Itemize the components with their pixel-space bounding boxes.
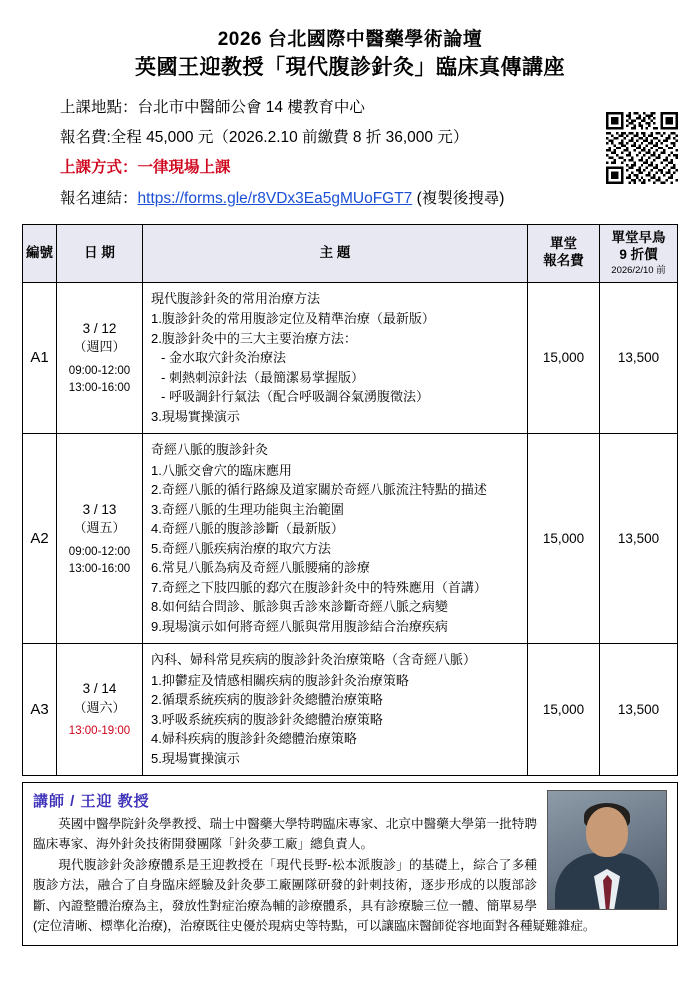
table-header-row [23, 224, 678, 282]
row-date [57, 644, 143, 776]
signup-line [60, 184, 678, 214]
topic-line: 3.奇經八脈的生理功能與主治範圍 [151, 501, 344, 517]
topic-line: 4.婦科疾病的腹診針灸總體治療策略 [151, 731, 357, 747]
topic-heading: 內科、婦科常見疾病的腹診針灸治療策略（含奇經八脈） [151, 652, 477, 668]
topic-line: 5.奇經八脈疾病治療的取穴方法 [151, 540, 331, 556]
signup-label: 報名連結： [60, 189, 138, 207]
row-number: A1 [23, 282, 57, 434]
header-topic: 主 題 [143, 224, 528, 282]
topic-line: - 金水取穴針灸治療法 [161, 350, 286, 366]
header-fee [528, 224, 600, 282]
teacher-photo [547, 790, 667, 910]
mode-line: 上課方式：一律現場上課 [60, 159, 231, 177]
fee-line: 報名費:全程 45,000 元（2026.2.10 前繳費 8 折 36,000 元） [60, 129, 469, 147]
row-topic [143, 282, 528, 434]
topic-line: 2.奇經八脈的循行路線及道家關於奇經八脈流注特點的描述 [151, 482, 487, 498]
date-time-2: 13:00-16:00 [68, 382, 131, 394]
header-early [600, 224, 678, 282]
teacher-paragraph: 英國中醫學院針灸學教授、瑞士中醫藥大學特聘臨床專家、北京中醫藥大學第一批特聘臨床專家、海外針灸技術開發團隊「針灸夢工廠」總負責人。 [33, 817, 537, 852]
row-number: A2 [23, 434, 57, 644]
date-time-1: 09:00-12:00 [68, 365, 131, 378]
page-title-line1: 2026 台北國際中醫藥學術論壇 [217, 29, 483, 50]
date-time-1: 13:00-19:00 [68, 725, 131, 738]
schedule-rows [23, 282, 678, 776]
signup-link[interactable]: https://forms.gle/r8VDx3Ea5gMUoFGT7 [137, 189, 413, 207]
header-date: 日 期 [57, 224, 143, 282]
date-main: 3 / 14 [82, 681, 117, 696]
row-topic [143, 644, 528, 776]
row-early-fee: 13,500 [600, 434, 678, 644]
table-row [23, 282, 678, 434]
topic-line: 2.腹診針灸中的三大主要治療方法： [151, 330, 357, 346]
topic-line: 1.腹診針灸的常用腹診定位及精準治療（最新版） [151, 311, 435, 327]
topic-line: 3.現場實操演示 [151, 408, 240, 424]
row-early-fee: 13,500 [600, 282, 678, 434]
row-fee: 15,000 [528, 644, 600, 776]
table-row [23, 434, 678, 644]
topic-line: - 呼吸調針行氣法（配合呼吸調谷氣湧腹徵法） [161, 389, 429, 405]
topic-line: 9.現場演示如何將奇經八脈與常用腹診結合治療疾病 [151, 618, 448, 634]
topic-line: 7.奇經之下肢四脈的郄穴在腹診針灸中的特殊應用（首講） [151, 579, 487, 595]
topic-line: 1.八脈交會穴的臨床應用 [151, 462, 292, 478]
header-fee-line1: 單堂 [550, 236, 577, 252]
header-early-line2: 9 折價 [619, 246, 658, 262]
qr-code-icon[interactable] [606, 112, 678, 184]
topic-line: 3.呼吸系統疾病的腹診針灸總體治療策略 [151, 711, 383, 727]
header-fee-line2: 報名費 [543, 253, 584, 269]
header-early-note: 2026/2/10 前 [611, 264, 666, 276]
topic-line: 2.循環系統疾病的腹診針灸總體治療策略 [151, 692, 383, 708]
row-early-fee: 13,500 [600, 644, 678, 776]
date-main: 3 / 12 [82, 320, 117, 336]
date-weekday: （週六） [73, 699, 126, 715]
row-fee: 15,000 [528, 434, 600, 644]
topic-line: 6.常見八脈為病及奇經八脈腰痛的診療 [151, 560, 370, 576]
header-early-line1: 單堂早鳥 [611, 229, 666, 245]
topic-line: - 刺熱刺涼針法（最簡潔易掌握版） [161, 369, 364, 385]
date-weekday: （週五） [73, 520, 126, 536]
topic-line: 1.抑鬱症及情感相關疾病的腹診針灸治療策略 [151, 672, 409, 688]
topic-heading: 奇經八脈的腹診針灸 [151, 442, 269, 458]
schedule-table [22, 224, 678, 776]
teacher-paragraph: 現代腹診針灸診療體系是王迎教授在「現代長野-松本派腹診」的基礎上，綜合了多種腹診方法，融合了自身臨床經驗及針灸夢工廠團隊研發的針刺技術，逐步形成的以腹部診斷、內證整體治療為主，發放性對症治療為輔的診療體系，具有診療驗三位一體、簡單易學(定位清晰、標準化治療)，治療既往史優於現病史等特點，可以讓臨床醫師從容地面對各種疑難雜症。 [33, 857, 596, 933]
table-row [23, 644, 678, 776]
date-weekday: （週四） [73, 339, 126, 355]
venue-line: 上課地點：台北市中醫師公會 14 樓教育中心 [60, 99, 365, 117]
info-block [60, 93, 678, 214]
teacher-title: 講師 / 王迎 教授 [33, 793, 150, 811]
row-fee: 15,000 [528, 282, 600, 434]
topic-line: 5.現場實操演示 [151, 750, 240, 766]
topic-line: 4.奇經八脈的腹診診斷（最新版） [151, 521, 344, 537]
date-main: 3 / 13 [82, 501, 117, 517]
row-date [57, 282, 143, 434]
date-time-2: 13:00-16:00 [68, 562, 131, 575]
row-date [57, 434, 143, 644]
signup-suffix: (複製後搜尋) [416, 189, 505, 207]
topic-line: 8.如何結合問診、脈診與舌診來診斷奇經八脈之病變 [151, 599, 448, 615]
row-number: A3 [23, 644, 57, 776]
date-time-1: 09:00-12:00 [68, 546, 131, 559]
page-title-line2: 英國王迎教授「現代腹診針灸」臨床真傳講座 [135, 55, 565, 79]
teacher-box [22, 782, 678, 946]
header-no: 編號 [23, 224, 57, 282]
row-topic [143, 434, 528, 644]
topic-heading: 現代腹診針灸的常用治療方法 [151, 290, 321, 306]
